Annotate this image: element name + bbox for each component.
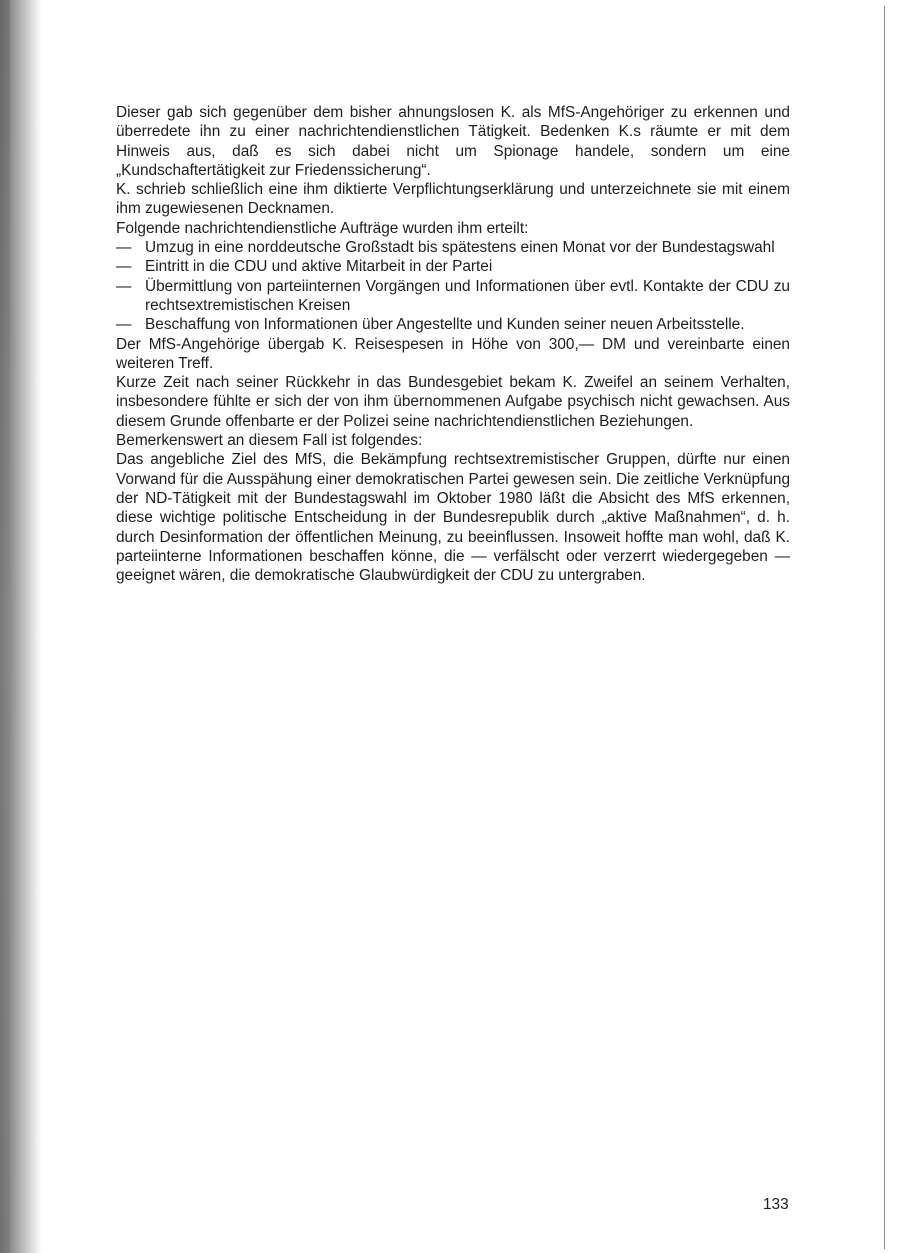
assignment-list-item xyxy=(116,277,790,316)
list-item-text: Übermittlung von parteiinternen Vorgängen und Informationen über evtl. Kontakte der CDU zu rechtsextremistischen Kreisen xyxy=(145,277,790,314)
list-item-text: Beschaffung von Informationen über Angestellte und Kunden seiner neuen Arbeitsstelle. xyxy=(145,316,745,334)
page-number: 133 xyxy=(763,1196,789,1213)
list-dash: — xyxy=(116,277,132,295)
list-item-text: Eintritt in die CDU und aktive Mitarbeit in der Partei xyxy=(145,258,493,276)
paragraph-assignments-intro: Folgende nachrichtendienstliche Aufträge wurden ihm erteilt: xyxy=(116,219,529,237)
list-dash: — xyxy=(116,258,132,276)
list-dash: — xyxy=(116,239,132,257)
list-dash: — xyxy=(116,316,132,334)
assignment-list-item xyxy=(116,238,790,257)
paragraph-noteworthy-intro: Bemerkenswert an diesem Fall ist folgendes: xyxy=(116,432,423,450)
paragraph-recruitment: Dieser gab sich gegenüber dem bisher ahnungslosen K. als MfS-Angehöriger zu erkennen und überredete ihn zu einer nachrichtendienstlichen Tätigkeit. Bedenken K.s räumte er mit dem Hinweis aus, daß es sich dabei nicht um Spionage handele, sondern um eine „Kundschaftertätigkeit zur Friedenssicherung“. xyxy=(116,104,790,179)
book-binding-edge xyxy=(0,0,10,1253)
assignment-list-item xyxy=(116,315,790,334)
list-item-text: Umzug in eine norddeutsche Großstadt bis spätestens einen Monat vor der Bundestagswahl xyxy=(145,239,775,257)
paragraph-doubts: Kurze Zeit nach seiner Rückkehr in das Bundesgebiet bekam K. Zweifel an seinem Verhalten, insbesondere fühlte er sich der von ihm übernommenen Aufgabe psychisch nicht gewachsen. Aus diesem Grunde offenbarte er der Polizei seine nachrichtendienstlichen Beziehungen. xyxy=(116,374,790,430)
page-body-text xyxy=(116,103,790,585)
page-right-edge xyxy=(884,6,885,1249)
paragraph-expenses: Der MfS-Angehörige übergab K. Reisespesen in Höhe von 300,— DM und vereinbarte einen weiteren Treff. xyxy=(116,335,790,372)
assignment-list-item xyxy=(116,257,790,276)
paragraph-commitment: K. schrieb schließlich eine ihm diktierte Verpflichtungserklärung und unterzeichnete sie mit einem ihm zugewiesenen Decknamen. xyxy=(116,181,790,218)
paragraph-analysis: Das angebliche Ziel des MfS, die Bekämpfung rechtsextremistischer Gruppen, dürfte nur einen Vorwand für die Ausspähung einer demokratischen Partei gewesen sein. Die zeitliche Verknüpfung der ND-Tätigkeit mit der Bundestagswahl im Oktober 1980 läßt die Absicht des MfS erkennen, diese wichtige politische Entscheidung in der Bundesrepublik durch „aktive Maßnahmen“, d. h. durch Desinformation der öffentlichen Meinung, zu beeinflussen. Insoweit hoffte man wohl, daß K. parteiinterne Informationen beschaffen könne, die — verfälscht oder verzerrt wiedergegeben — geeignet wären, die demokratische Glaubwürdigkeit der CDU zu untergraben. xyxy=(116,451,790,585)
